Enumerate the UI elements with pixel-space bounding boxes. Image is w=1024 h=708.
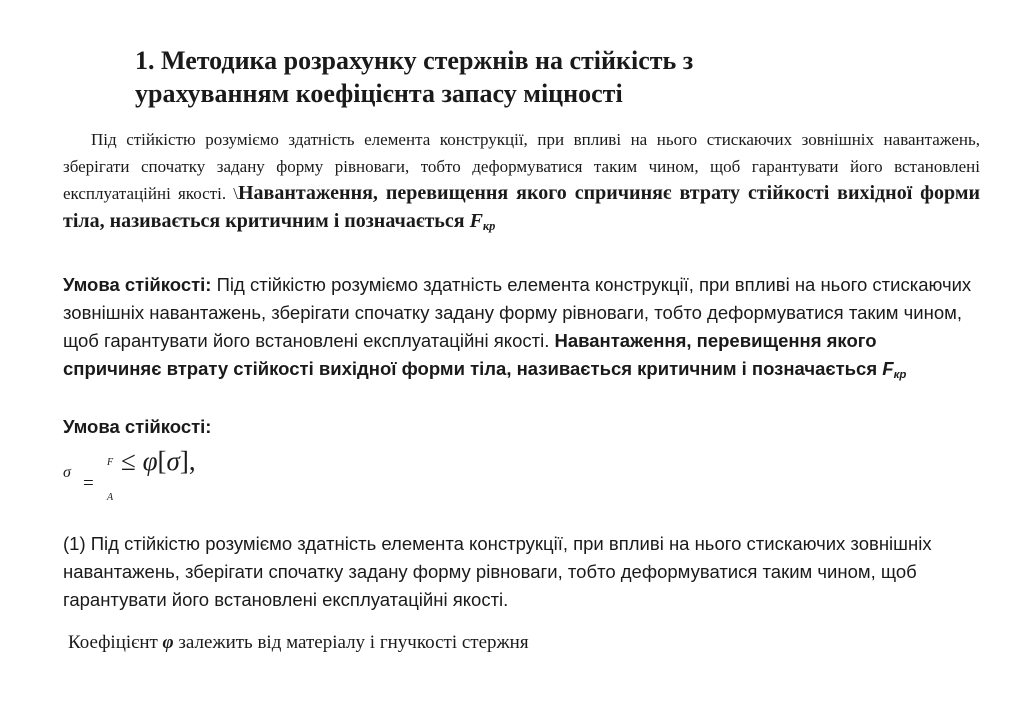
definition-text: Під стійкістю розуміємо здатність елемента конструкції, при впливі на нього стискаючих зовнішніх навантажень, зберігати спочатку задану форму рівноваги, тобто деформуватися таким чином, щоб гарантувати його встановлені експлуатаційні якості. \ (63, 130, 980, 203)
critical-force-symbol-2: F (882, 358, 894, 379)
stability-condition-text: Під стійкістю розуміємо здатність елемента конструкції, при впливі на нього стискаючих зовнішніх навантажень, зберігати спочатку задану форму рівноваги, тобто деформуватися таким чином, щоб гарантувати його встановлені експлуатаційні якості. (63, 274, 972, 351)
formula-sigma: σ (63, 464, 71, 481)
stability-formula (63, 446, 283, 506)
definition-bold-text: Навантаження, перевищення якого спричиняє втрату стійкості вихідної форми тіла, називається критичним і позначається $F_{кр}$ (63, 182, 980, 233)
formula-equals: = (83, 473, 94, 494)
title-line-2: урахуванням коефіцієнта запасу міцності (135, 79, 623, 108)
critical-force-subscript-2: кр (893, 368, 907, 381)
formula-right-side: ≤ φ[σ], (121, 446, 196, 476)
definition-paragraph (63, 127, 980, 239)
formula-denominator: A (107, 492, 114, 503)
critical-force-symbol: F (469, 209, 483, 232)
stability-condition-bold-text: Навантаження, перевищення якого спричиняє втрату стійкості вихідної форми тіла, називається критичним і позначається $F_{кр}$ (63, 330, 907, 381)
title-line-1: 1. Методика розрахунку стержнів на стійкість з (135, 46, 694, 75)
formula-numerator: F (107, 457, 114, 468)
critical-force-subscript: кр (482, 218, 496, 233)
formula-sigma-allowed: σ (166, 446, 180, 476)
formula-phi: φ (142, 446, 158, 476)
stability-condition-heading: Умова стійкості: (63, 416, 212, 437)
stability-condition-paragraph (63, 271, 973, 389)
phi-symbol: φ (162, 632, 174, 653)
numbered-paragraph: (1) Під стійкістю розуміємо здатність елемента конструкції, при впливі на нього стискаючих зовнішніх навантажень, зберігати спочатку задану форму рівноваги, тобто деформуватися таким чином, щоб гарантувати його встановлені експлуатаційні якості. (63, 533, 932, 610)
stability-condition-label: Умова стійкості: (63, 274, 212, 295)
coefficient-note: Коефіцієнт φ залежить від матеріалу і гнучкості стержня (68, 632, 529, 653)
page-title (135, 44, 895, 110)
